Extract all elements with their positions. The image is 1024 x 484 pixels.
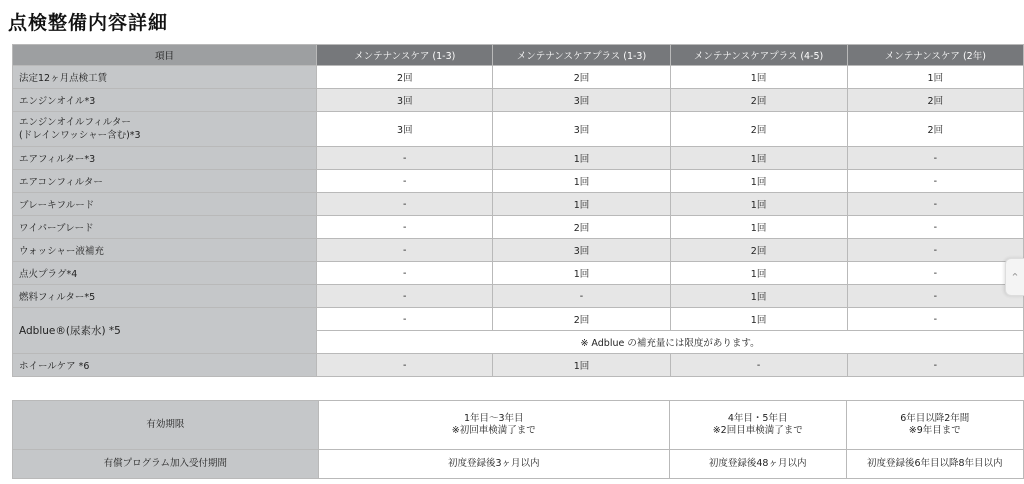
cell-value: 1回: [670, 66, 847, 89]
enrollment-label: 有償プログラム加入受付期間: [13, 450, 319, 479]
cell-value: 3回: [493, 112, 670, 147]
cell-value: 2回: [493, 308, 670, 331]
cell-value: 1回: [670, 193, 847, 216]
cell-value: -: [847, 216, 1023, 239]
cell-value: -: [317, 354, 493, 377]
header-plan-care-1-3: メンテナンスケア (1-3): [317, 45, 493, 66]
cell-value: 1回: [493, 193, 670, 216]
table-row: [13, 89, 1024, 112]
cell-value: 2回: [493, 66, 670, 89]
row-label: 点火プラグ*4: [13, 262, 317, 285]
cell-value: -: [317, 170, 493, 193]
table-row: [13, 285, 1024, 308]
cell-value: -: [847, 308, 1023, 331]
maintenance-table: [12, 44, 1024, 377]
table-row: [13, 308, 1024, 331]
cell-value: -: [847, 147, 1023, 170]
table-row: [13, 216, 1024, 239]
cell-value: 1回: [670, 308, 847, 331]
enrollment-value: 初度登録後6年目以降8年目以内: [846, 450, 1023, 479]
validity-value: 4年目・5年目 ※2回目車検満了まで: [669, 401, 846, 450]
cell-value: -: [317, 308, 493, 331]
cell-value: -: [847, 354, 1023, 377]
cell-value: 1回: [670, 170, 847, 193]
cell-value: -: [847, 193, 1023, 216]
row-label: エンジンオイル*3: [13, 89, 317, 112]
table-row: [13, 262, 1024, 285]
table-row: [13, 66, 1024, 89]
validity-value: 6年目以降2年間 ※9年目まで: [846, 401, 1023, 450]
cell-value: 3回: [493, 239, 670, 262]
cell-value: -: [670, 354, 847, 377]
cell-value: 1回: [670, 285, 847, 308]
row-label: 法定12ヶ月点検工賃: [13, 66, 317, 89]
cell-value: 1回: [670, 262, 847, 285]
table-row: [13, 112, 1024, 147]
cell-value: -: [317, 216, 493, 239]
enrollment-value: 初度登録後48ヶ月以内: [669, 450, 846, 479]
cell-value: 2回: [670, 89, 847, 112]
cell-value: -: [317, 239, 493, 262]
row-label: エアフィルター*3: [13, 147, 317, 170]
header-plan-care-2yr: メンテナンスケア (2年): [847, 45, 1023, 66]
cell-value: 1回: [493, 147, 670, 170]
cell-value: 2回: [670, 112, 847, 147]
cell-value: 1回: [670, 147, 847, 170]
cell-value: 2回: [847, 89, 1023, 112]
chevron-up-icon: ⌃: [1010, 270, 1020, 284]
table-row: [13, 147, 1024, 170]
cell-value: -: [847, 285, 1023, 308]
row-label: ワイパーブレード: [13, 216, 317, 239]
cell-value: 2回: [493, 216, 670, 239]
table-row: [13, 354, 1024, 377]
scroll-top-button[interactable]: [1005, 258, 1024, 296]
row-label: ホイールケア *6: [13, 354, 317, 377]
cell-value: 1回: [847, 66, 1023, 89]
cell-value: -: [317, 147, 493, 170]
cell-value: -: [317, 285, 493, 308]
cell-value: 3回: [493, 89, 670, 112]
validity-row: [13, 401, 1024, 450]
page-title: 点検整備内容詳細: [8, 12, 169, 34]
row-label: エアコンフィルター: [13, 170, 317, 193]
header-plan-care-plus-1-3: メンテナンスケアプラス (1-3): [493, 45, 670, 66]
header-item: 項目: [13, 45, 317, 66]
cell-value: -: [847, 170, 1023, 193]
cell-value: -: [493, 285, 670, 308]
validity-label: 有効期限: [13, 401, 319, 450]
cell-value: 3回: [317, 112, 493, 147]
cell-value: 1回: [670, 216, 847, 239]
cell-value: -: [847, 262, 1023, 285]
cell-value: 2回: [317, 66, 493, 89]
adblue-note: ※ Adblue の補充量には限度があります。: [317, 331, 1024, 354]
cell-value: -: [847, 239, 1023, 262]
cell-value: 1回: [493, 354, 670, 377]
validity-value: 1年目～3年目 ※初回車検満了まで: [318, 401, 669, 450]
header-plan-care-plus-4-5: メンテナンスケアプラス (4-5): [670, 45, 847, 66]
cell-value: 1回: [493, 170, 670, 193]
table-row: [13, 170, 1024, 193]
row-label: 燃料フィルター*5: [13, 285, 317, 308]
row-label: エンジンオイルフィルター (ドレインワッシャー含む)*3: [13, 112, 317, 147]
cell-value: -: [317, 262, 493, 285]
table-row: [13, 193, 1024, 216]
table-row: [13, 239, 1024, 262]
row-label: ブレーキフルード: [13, 193, 317, 216]
cell-value: 2回: [670, 239, 847, 262]
row-label: ウォッシャー液補充: [13, 239, 317, 262]
table-header-row: [13, 45, 1024, 66]
enrollment-row: [13, 450, 1024, 479]
cell-value: 2回: [847, 112, 1023, 147]
cell-value: -: [317, 193, 493, 216]
cell-value: 3回: [317, 89, 493, 112]
enrollment-value: 初度登録後3ヶ月以内: [318, 450, 669, 479]
row-label: Adblue®(尿素水) *5: [13, 308, 317, 354]
validity-table: [12, 400, 1024, 479]
cell-value: 1回: [493, 262, 670, 285]
